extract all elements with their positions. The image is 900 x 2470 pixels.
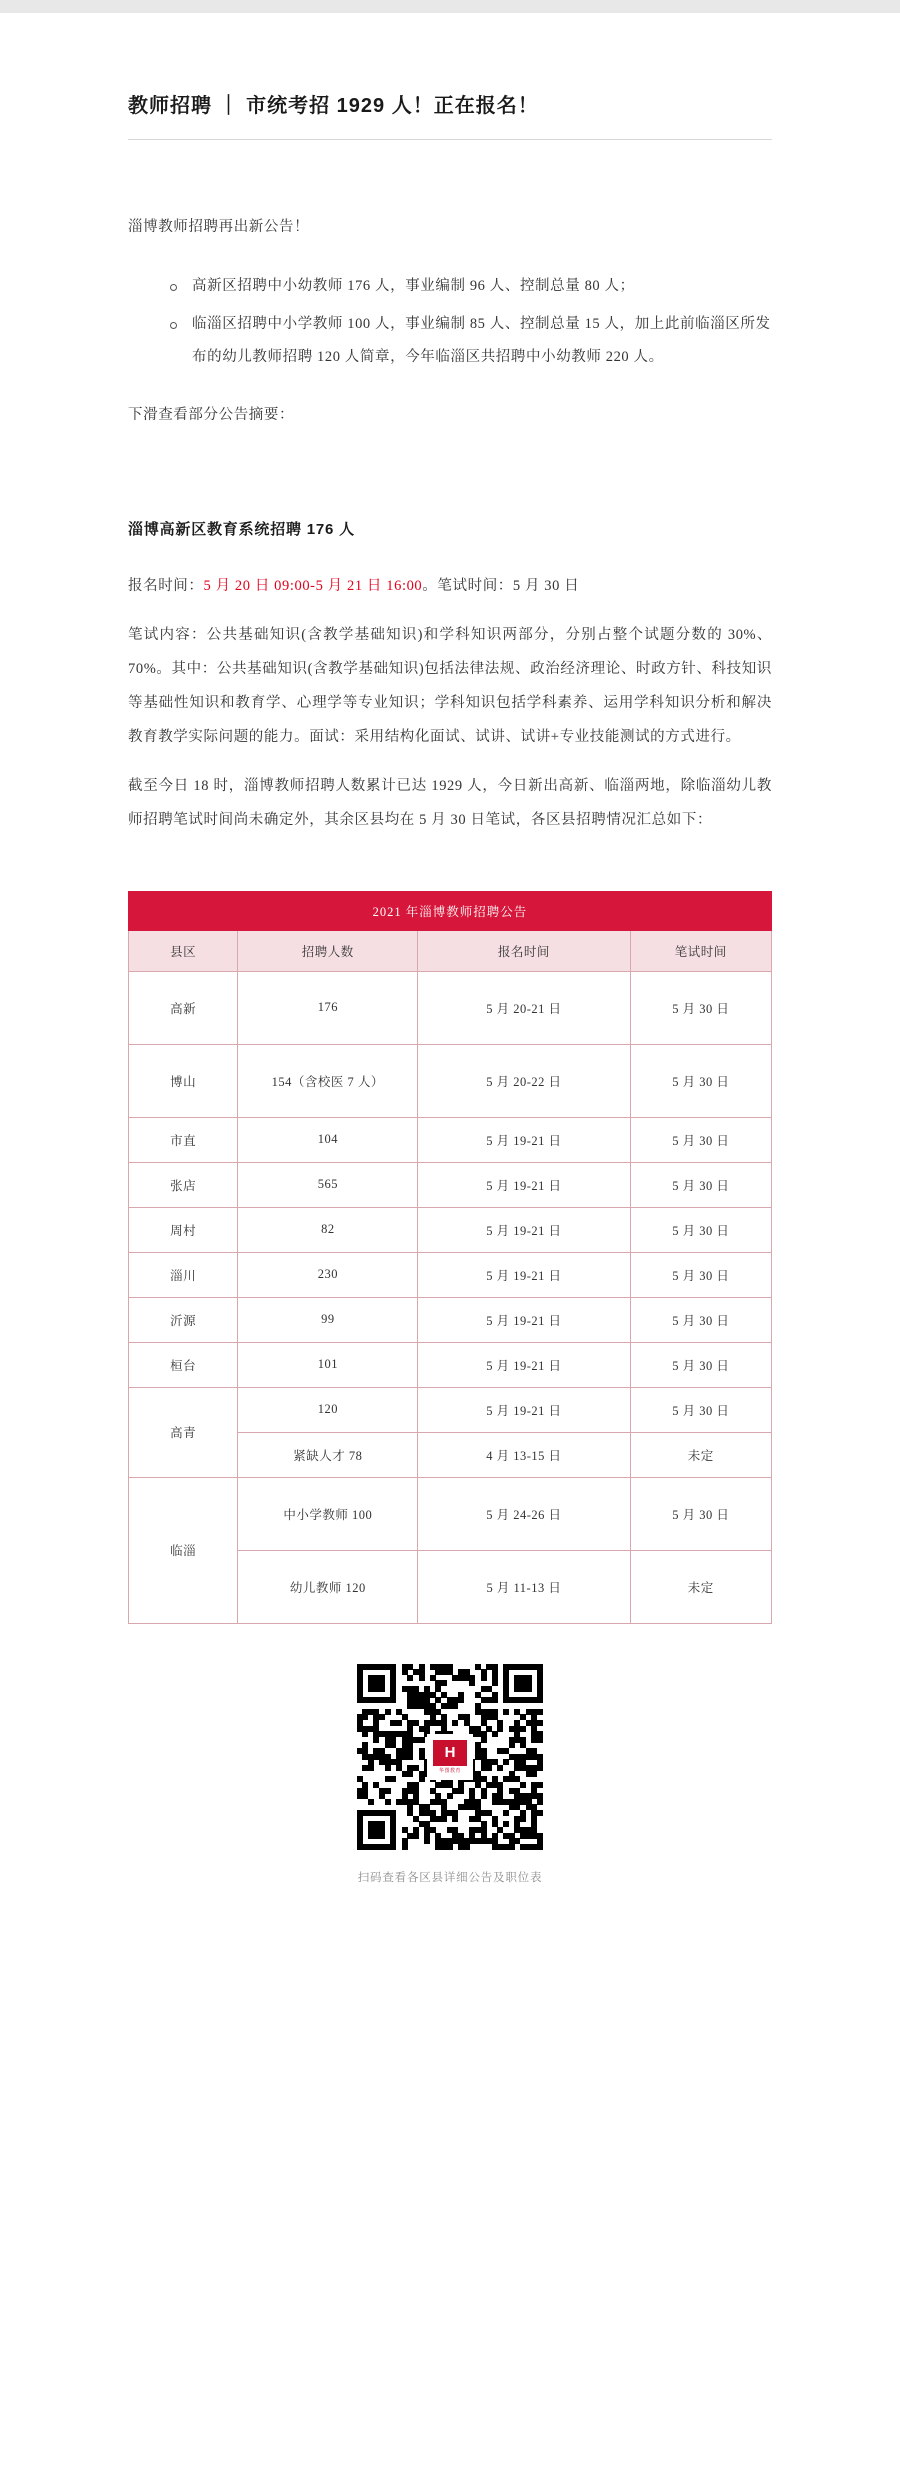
cell-signup: 5 月 19-21 日 bbox=[418, 1117, 630, 1162]
cell-signup: 5 月 19-21 日 bbox=[418, 1162, 630, 1207]
cell-exam: 未定 bbox=[630, 1432, 771, 1477]
column-header-signup: 报名时间 bbox=[418, 930, 630, 971]
exam-time-text: 。笔试时间：5 月 30 日 bbox=[422, 578, 580, 595]
cell-exam: 5 月 30 日 bbox=[630, 1162, 771, 1207]
article-page bbox=[0, 13, 900, 2470]
cell-area: 周村 bbox=[129, 1207, 238, 1252]
list-item: 高新区招聘中小幼教师 176 人，事业编制 96 人、控制总量 80 人； bbox=[188, 270, 772, 303]
table-row bbox=[129, 971, 772, 1044]
cell-exam: 5 月 30 日 bbox=[630, 1207, 771, 1252]
cell-count: 154（含校医 7 人） bbox=[238, 1044, 418, 1117]
cell-count: 82 bbox=[238, 1207, 418, 1252]
cell-exam: 5 月 30 日 bbox=[630, 971, 771, 1044]
cell-exam: 5 月 30 日 bbox=[630, 1252, 771, 1297]
cell-exam: 5 月 30 日 bbox=[630, 1342, 771, 1387]
table-row bbox=[129, 1342, 772, 1387]
qr-block bbox=[0, 1664, 900, 1945]
cell-count: 565 bbox=[238, 1162, 418, 1207]
table-title: 2021 年淄博教师招聘公告 bbox=[129, 891, 772, 930]
cell-count: 紧缺人才 78 bbox=[238, 1432, 418, 1477]
article-body bbox=[0, 13, 900, 836]
table-row bbox=[129, 1297, 772, 1342]
cell-exam: 5 月 30 日 bbox=[630, 1297, 771, 1342]
cell-signup: 5 月 19-21 日 bbox=[418, 1342, 630, 1387]
cell-signup: 5 月 19-21 日 bbox=[418, 1252, 630, 1297]
logo-letter: H bbox=[433, 1740, 467, 1766]
cell-area: 临淄 bbox=[129, 1477, 238, 1623]
list-item: 临淄区招聘中小学教师 100 人，事业编制 85 人、控制总量 15 人，加上此前临淄区所发布的幼儿教师招聘 120 人简章，今年临淄区共招聘中小幼教师 220 人。 bbox=[188, 308, 772, 375]
cell-exam: 5 月 30 日 bbox=[630, 1387, 771, 1432]
cell-area: 市直 bbox=[129, 1117, 238, 1162]
table-row bbox=[129, 1387, 772, 1432]
table-row bbox=[129, 1477, 772, 1550]
cell-area: 淄川 bbox=[129, 1252, 238, 1297]
cell-area: 桓台 bbox=[129, 1342, 238, 1387]
page-title: 教师招聘 ｜ 市统考招 1929 人！正在报名！ bbox=[128, 13, 772, 140]
scroll-hint: 下滑查看部分公告摘要： bbox=[128, 407, 295, 424]
cell-signup: 5 月 19-21 日 bbox=[418, 1297, 630, 1342]
recruit-table bbox=[128, 891, 772, 1624]
cell-area: 高新 bbox=[129, 971, 238, 1044]
cell-exam: 未定 bbox=[630, 1550, 771, 1623]
table-row bbox=[129, 1162, 772, 1207]
cell-exam: 5 月 30 日 bbox=[630, 1477, 771, 1550]
cell-count: 幼儿教师 120 bbox=[238, 1550, 418, 1623]
cell-count: 中小学教师 100 bbox=[238, 1477, 418, 1550]
table-row bbox=[129, 1207, 772, 1252]
cell-exam: 5 月 30 日 bbox=[630, 1117, 771, 1162]
cell-area: 张店 bbox=[129, 1162, 238, 1207]
cell-count: 104 bbox=[238, 1117, 418, 1162]
table-row bbox=[129, 1252, 772, 1297]
table-row bbox=[129, 1117, 772, 1162]
column-header-area: 县区 bbox=[129, 930, 238, 971]
cell-count: 176 bbox=[238, 971, 418, 1044]
cell-exam: 5 月 30 日 bbox=[630, 1044, 771, 1117]
cell-count: 99 bbox=[238, 1297, 418, 1342]
exam-content-paragraph: 笔试内容：公共基础知识(含教学基础知识)和学科知识两部分，分别占整个试题分数的 30%、70%。其中：公共基础知识(含教学基础知识)包括法律法规、政治经济理论、时政方针、科技知识等基础性知识和教育学、心理学等专业知识；学科知识包括学科素养、运用学科知识分析和解决教育教学实际问题的能力。面试：采用结构化面试、试讲、试讲+专业技能测试的方式进行。 bbox=[128, 626, 772, 745]
qr-code[interactable] bbox=[357, 1664, 543, 1850]
logo-text: 华图教育 bbox=[438, 1767, 461, 1774]
cell-area: 高青 bbox=[129, 1387, 238, 1477]
cell-count: 101 bbox=[238, 1342, 418, 1387]
cell-signup: 5 月 20-22 日 bbox=[418, 1044, 630, 1117]
recruit-table-wrap bbox=[0, 891, 900, 1624]
cell-signup: 5 月 11-13 日 bbox=[418, 1550, 630, 1623]
cell-signup: 5 月 19-21 日 bbox=[418, 1387, 630, 1432]
cell-count: 120 bbox=[238, 1387, 418, 1432]
signup-time-highlight: 5 月 20 日 09:00-5 月 21 日 16:00 bbox=[203, 578, 423, 595]
cell-area: 博山 bbox=[129, 1044, 238, 1117]
cell-signup: 4 月 13-15 日 bbox=[418, 1432, 630, 1477]
table-row bbox=[129, 1044, 772, 1117]
table-header-row bbox=[129, 930, 772, 971]
cell-count: 230 bbox=[238, 1252, 418, 1297]
highlight-list bbox=[128, 270, 772, 374]
section-heading: 淄博高新区教育系统招聘 176 人 bbox=[128, 521, 355, 539]
column-header-exam: 笔试时间 bbox=[630, 930, 771, 971]
summary-paragraph: 截至今日 18 时，淄博教师招聘人数累计已达 1929 人，今日新出高新、临淄两地，除临淄幼儿教师招聘笔试时间尚未确定外，其余区县均在 5 月 30 日笔试，各区县招聘情况汇总如下： bbox=[128, 777, 772, 828]
signup-time-paragraph bbox=[128, 569, 772, 603]
lead-paragraph: 淄博教师招聘再出新公告！ bbox=[128, 219, 310, 236]
table-title-row bbox=[129, 891, 772, 930]
signup-label: 报名时间： bbox=[128, 578, 204, 595]
column-header-count: 招聘人数 bbox=[238, 930, 418, 971]
cell-signup: 5 月 24-26 日 bbox=[418, 1477, 630, 1550]
brand-logo bbox=[427, 1734, 473, 1780]
cell-signup: 5 月 19-21 日 bbox=[418, 1207, 630, 1252]
cell-signup: 5 月 20-21 日 bbox=[418, 971, 630, 1044]
qr-caption: 扫码查看各区县详细公告及职位表 bbox=[357, 1871, 543, 1884]
cell-area: 沂源 bbox=[129, 1297, 238, 1342]
